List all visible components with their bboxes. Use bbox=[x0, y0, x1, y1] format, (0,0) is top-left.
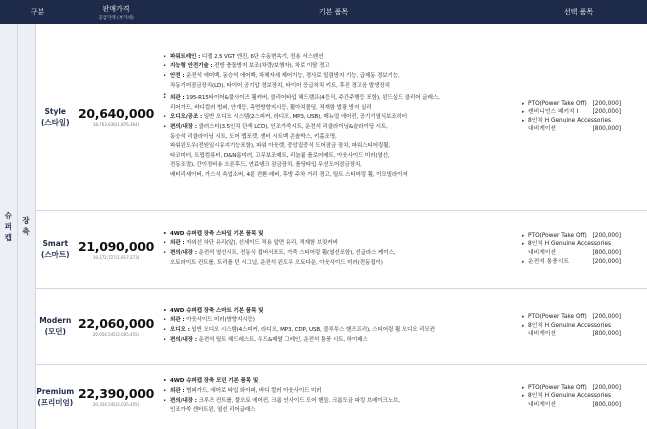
option-item bbox=[522, 313, 643, 322]
price-cell bbox=[75, 364, 157, 429]
price-cell bbox=[75, 24, 157, 210]
feature-item: 파워윈도우(전원일시유지기능포함), 파워 아웃렛, 중앙집중식 도어잠금 장치, 파워스티어링휠, bbox=[170, 143, 391, 150]
trim-cell bbox=[35, 288, 75, 364]
header-features: 기본 품목 bbox=[157, 0, 510, 24]
header-price bbox=[75, 0, 157, 24]
price-value: 21,090,000 bbox=[77, 238, 155, 254]
option-item bbox=[522, 249, 643, 258]
option-item bbox=[522, 258, 643, 267]
body-type-label: 슈퍼캡 bbox=[4, 210, 12, 242]
option-item bbox=[522, 125, 643, 134]
feature-item: • 4WD 슈퍼캡 장축 모던 기본 품목 및 bbox=[163, 377, 504, 387]
trim-name-ko: (스마트) bbox=[40, 250, 70, 259]
table-row bbox=[0, 288, 647, 364]
feature-item: • 오디오 : 일반 오디오 시스템(4스피커, 라디오, MP3, CDP, USB, 블루투스 핸즈프리), 스티어링 휠 오디오 리모컨 bbox=[163, 326, 504, 336]
price-supply-value: 18,763,636(1,876,364) bbox=[92, 122, 140, 128]
price-cell bbox=[75, 210, 157, 288]
option-name: ▸ 캔비니언스 패키지 I bbox=[528, 109, 579, 116]
feature-item: • 지능형 안전기술 : 전방 충돌방지 보조(차량/보행자), 차로 이탈 경고 bbox=[163, 62, 504, 72]
price-value: 20,640,000 bbox=[77, 106, 155, 122]
feature-item: 인조가죽 센터트윈, 열선 리어글래스 bbox=[170, 407, 256, 414]
trim-name-ko: (스타일) bbox=[40, 117, 70, 127]
feature-item: 동승석 리클라이닝 시트, 도어 맵포켓, 센터 시트백 콘솔박스, 키홀조명, bbox=[170, 133, 337, 140]
option-item bbox=[522, 108, 643, 117]
option-price: [800,000] bbox=[592, 250, 622, 256]
table-row bbox=[0, 210, 647, 288]
option-item bbox=[522, 240, 643, 249]
price-value: 22,390,000 bbox=[77, 386, 155, 401]
option-price: [800,000] bbox=[592, 126, 622, 133]
option-price: [200,000] bbox=[592, 100, 622, 107]
option-name: 내비게이션 bbox=[528, 126, 557, 133]
option-name: 내비게이션 bbox=[528, 401, 557, 408]
options-cell bbox=[510, 288, 647, 364]
feature-item: 리어가드, 바디컬러 범퍼, 안개등, 측면방향지시등, 휠아치몰딩, 적재함 발광 방지 실리 bbox=[170, 104, 372, 111]
price-cell bbox=[75, 288, 157, 364]
option-name: ▸ PTO(Power Take Off) bbox=[528, 384, 587, 391]
options-cell bbox=[510, 364, 647, 429]
option-item bbox=[522, 322, 643, 331]
header-category: 구분 bbox=[0, 0, 75, 24]
feature-item: • 편의/내장 : 운전석 틸트 헤드레스트, 우드&메탈 그레인, 운전석 통풍 시트, 하이패스 bbox=[163, 336, 504, 346]
trim-name: Style bbox=[44, 106, 67, 116]
trim-cell bbox=[35, 210, 75, 288]
table-row bbox=[0, 364, 647, 429]
price-supply-value: 20,354,545(2,035,455) bbox=[92, 402, 140, 407]
option-name: ▸ 8인치 H Genuine Accessories bbox=[528, 322, 612, 329]
trim-name: Premium bbox=[36, 386, 75, 396]
feature-item: • 외관 : 아웃사이드 미러(방향지시등) bbox=[163, 316, 504, 326]
feature-item: • 외관 : 195-R15타이어&풀사이즈 휠커버, 클리어타입 헤드램프(4등식, 주간주행등 포함), 윈드실드 클리어 글래스, bbox=[163, 94, 504, 104]
feature-item: 오토라이트 컨트롤, 트리플 턴 시그널, 운전석 윈도우 오토다운, 아웃사이드 미러(전동접이) bbox=[170, 259, 383, 266]
option-item bbox=[522, 330, 643, 339]
trim-cell bbox=[35, 364, 75, 429]
feature-item: 차동기어잠금장치(LD), 타이어 공기압 경보장치, 타이어 응급처치 키트, 후진 경고음 발생장치 bbox=[170, 82, 390, 89]
option-price: [200,000] bbox=[592, 258, 622, 265]
option-name: ▸ 운전석 통풍시트 bbox=[528, 258, 570, 265]
feature-item: • 편의/내장 : 크루즈 컨트롤, 풀오토 에어컨, 크롬 인사이드 도어 핸들, 크롬도금 파킹 브레이크노브, bbox=[163, 397, 504, 407]
option-item bbox=[522, 384, 643, 393]
trim-name-ko: (모던) bbox=[44, 327, 66, 336]
option-price: [200,000] bbox=[592, 384, 622, 391]
option-price: [200,000] bbox=[592, 232, 622, 239]
table-row bbox=[0, 24, 647, 210]
option-price: [800,000] bbox=[592, 401, 622, 408]
options-cell bbox=[510, 24, 647, 210]
header-row bbox=[0, 0, 647, 24]
trim-name-ko: (프리미엄) bbox=[37, 397, 74, 407]
price-supply-value: 20,054,545(2,005,455) bbox=[92, 331, 140, 337]
option-item bbox=[522, 392, 643, 401]
option-price: [800,000] bbox=[592, 331, 622, 338]
feature-item: 타코미터, 트립컴퓨터, D&N룸미러, 고무보조매트, 리놀륨 플로어매트, 아웃사이드 미러(열선, bbox=[170, 152, 390, 159]
option-name: ▸ 8인치 H Genuine Accessories bbox=[528, 241, 612, 248]
trim-name: Smart bbox=[42, 239, 69, 248]
feature-item: • 오디오/공조 : 일반 오디오 시스템(2스피커, 라디오, MP3, USB), 매뉴얼 에어컨, 공기기열식보조히터 bbox=[163, 113, 504, 123]
price-supply-value: 19,172,727(1,917,273) bbox=[92, 254, 140, 260]
header-price-label: 판매가격 bbox=[102, 4, 130, 13]
feature-item: 배터리세이버, 가스식 속업소버, 4륜 전환 레버, 후방 주차 거리 경고, 틸트 스티어링 휠, 이모빌라이저 bbox=[170, 172, 408, 179]
option-name: ▸ PTO(Power Take Off) bbox=[528, 100, 587, 107]
option-price: [200,000] bbox=[592, 314, 622, 321]
trim-cell bbox=[35, 24, 75, 210]
option-name: 내비게이션 bbox=[528, 250, 557, 256]
features-cell bbox=[157, 24, 510, 210]
length-cell bbox=[17, 24, 35, 429]
feature-item: • 파워트레인 : 디젤 2.5 VGT 엔진, 6단 수동변속기, 전용 서스펜션 bbox=[163, 53, 504, 63]
header-price-sub: 공급가액 (부가세) bbox=[98, 15, 134, 21]
feature-item: 전동조절), 간이정비용 오픈후드, 연료탱크 잠금장치, 플딩타입 무선도어잠금장치, bbox=[170, 162, 362, 169]
feature-item: • 4WD 슈퍼캡 장축 스마트 기본 품목 및 bbox=[163, 307, 504, 317]
feature-item: • 외관 : 자외선 차단 유리(앞), 선세이드 적용 앞면 유리, 적재함 브릿커버 bbox=[163, 239, 504, 249]
options-cell bbox=[510, 210, 647, 288]
trim-name: Modern bbox=[39, 316, 72, 325]
option-item bbox=[522, 232, 643, 241]
features-cell bbox=[157, 364, 510, 429]
features-cell bbox=[157, 288, 510, 364]
option-item bbox=[522, 117, 643, 126]
option-name: ▸ 8인치 H Genuine Accessories bbox=[528, 393, 612, 400]
features-cell bbox=[157, 210, 510, 288]
option-name: ▸ PTO(Power Take Off) bbox=[528, 232, 587, 239]
feature-item: • 외관 : 범퍼가드, 에어로 타입 와이퍼, 바디 컬러 아웃사이드 미러 bbox=[163, 387, 504, 397]
option-item bbox=[522, 100, 643, 109]
option-name: ▸ PTO(Power Take Off) bbox=[528, 314, 587, 321]
price-value: 22,060,000 bbox=[77, 315, 155, 331]
feature-item: • 편의/내장 : 운전석 열선시트, 전동식 접버서포트, 가죽 스티어링 휠(열선포함), 선글라스 케이스, bbox=[163, 249, 504, 259]
feature-item: • 4WD 슈퍼캡 장축 스타일 기본 품목 및 bbox=[163, 230, 504, 240]
feature-item: • 편의/내장 : 클러스터(3.5인치 단색 LCD), 인조가죽시트, 운전석 리클라이닝&슬라이딩 시트, bbox=[163, 123, 504, 133]
option-name: ▸ 8인치 H Genuine Accessories bbox=[528, 117, 612, 124]
length-label: 장축 bbox=[22, 216, 30, 237]
header-options: 선택 품목 bbox=[510, 0, 647, 24]
feature-item: • 안전 : 운전석 에어백, 동승석 에어백, 차체자세 제어기능, 경사로 밀림방지 기능, 급제동 경보기능, bbox=[163, 72, 504, 82]
table-body bbox=[0, 24, 647, 429]
option-price: [200,000] bbox=[592, 109, 622, 116]
option-name: 내비게이션 bbox=[528, 331, 557, 338]
body-type-cell bbox=[0, 24, 17, 429]
option-item bbox=[522, 401, 643, 410]
